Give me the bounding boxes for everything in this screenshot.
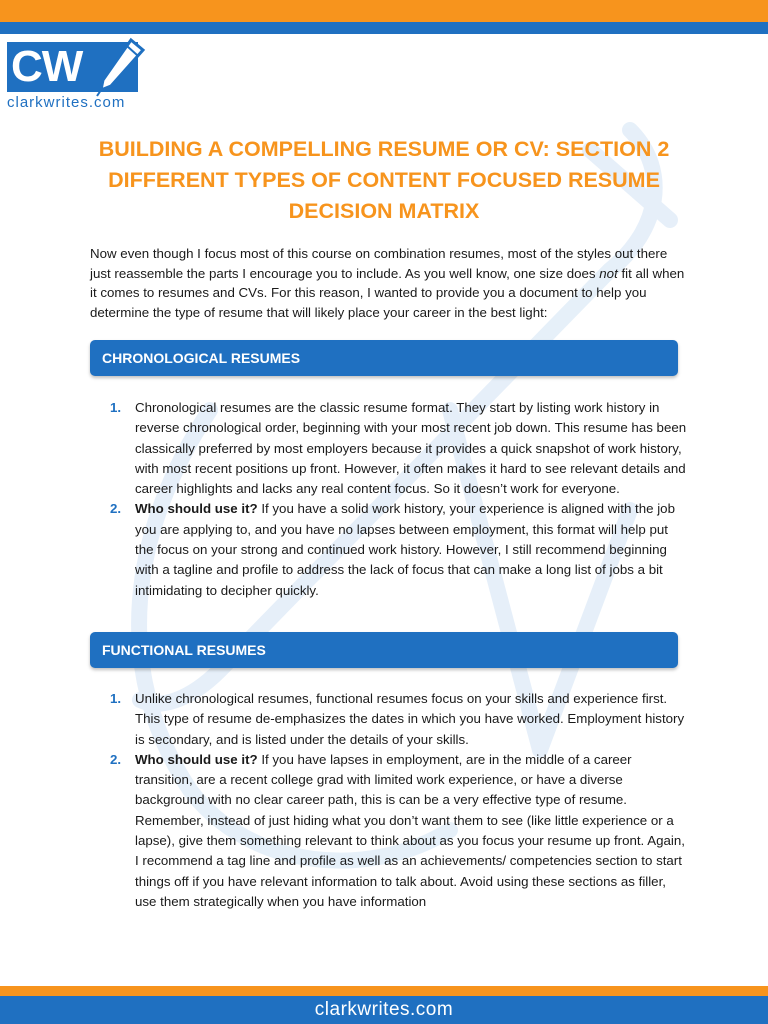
top-orange-bar [0,0,768,22]
intro-emphasis: not [599,265,618,281]
section-header-chronological: CHRONOLOGICAL RESUMES [90,340,678,376]
title-line-2: DIFFERENT TYPES OF CONTENT FOCUSED RESUME [108,168,660,192]
list-item-lead: Who should use it? [135,501,258,517]
list-item-text: If you have lapses in employment, are in the middle of a career transition, are a recent college grad with limited work experience, or have a diverse background with no clear career path, this is can be a very effective type of resume. Remember, instead of just hiding what you don’t want them to see (like little experience or a lapse), give them something relevant to think about as you focus your resume up front. Again, I recommend a tag line and profile as well as an achievements/ competencies section to start things off if you have relevant information to talk about. Avoid using these sections as filler, use them strategically when you have information [135,751,685,909]
title-line-3: DECISION MATRIX [288,199,480,223]
list-item-lead: Who should use it? [135,751,258,767]
intro-paragraph [90,244,690,322]
logo [7,42,142,114]
list-item-text: If you have a solid work history, your experience is aligned with the job you are applying to, and you have no lapses between employment, this format will help put the focus on your strong and continued work history. However, I still recommend beginning with a tagline and profile to address the lack of focus that can make a long list of jobs a bit intimidating to decipher quickly. [135,501,675,598]
intro-text-after: fit all when it comes to resumes and CVs. For this reason, I wanted to provide you a document to help you determine the type of resume that will likely place your career in the best light: [90,265,685,320]
list-number: 1. [110,691,122,706]
footer-site-name: clarkwrites.com [0,996,768,1024]
document-title [60,134,708,227]
bottom-orange-bar [0,986,768,996]
chronological-list [110,398,688,601]
pen-icon [87,36,147,98]
title-line-1: BUILDING A COMPELLING RESUME OR CV: SECTION 2 [98,137,670,161]
functional-list [110,689,688,912]
logo-initials: CW [7,42,138,92]
list-item-text: Unlike chronological resumes, functional resumes focus on your skills and experience first. This type of resume de-emphasizes the dates in which you have worked. Employment history is secondary, and is listed under the details of your skills. [135,691,685,747]
list-number: 2. [110,751,122,767]
list-number: 2. [110,501,122,517]
list-item [110,499,688,600]
list-item [110,689,688,750]
top-blue-bar [0,22,768,34]
list-item [110,750,688,912]
list-item [110,398,688,499]
intro-text-before: Now even though I focus most of this course on combination resumes, most of the styles out there just reassemble the parts I encourage you to include. As you well know, one size does [90,246,668,281]
section-header-functional: FUNCTIONAL RESUMES [90,632,678,668]
list-number: 1. [110,400,122,415]
list-item-text: Chronological resumes are the classic resume format. They start by listing work history in reverse chronological order, beginning with your most recent job down. This resume has been classically preferred by most employers because it provides a quick snapshot of work history, with most recent positions up front. However, it often makes it hard to see relevant details and career highlights and lacks any real content focus. So it doesn’t work for everyone. [135,400,687,497]
logo-site-name: clarkwrites.com [7,94,126,111]
